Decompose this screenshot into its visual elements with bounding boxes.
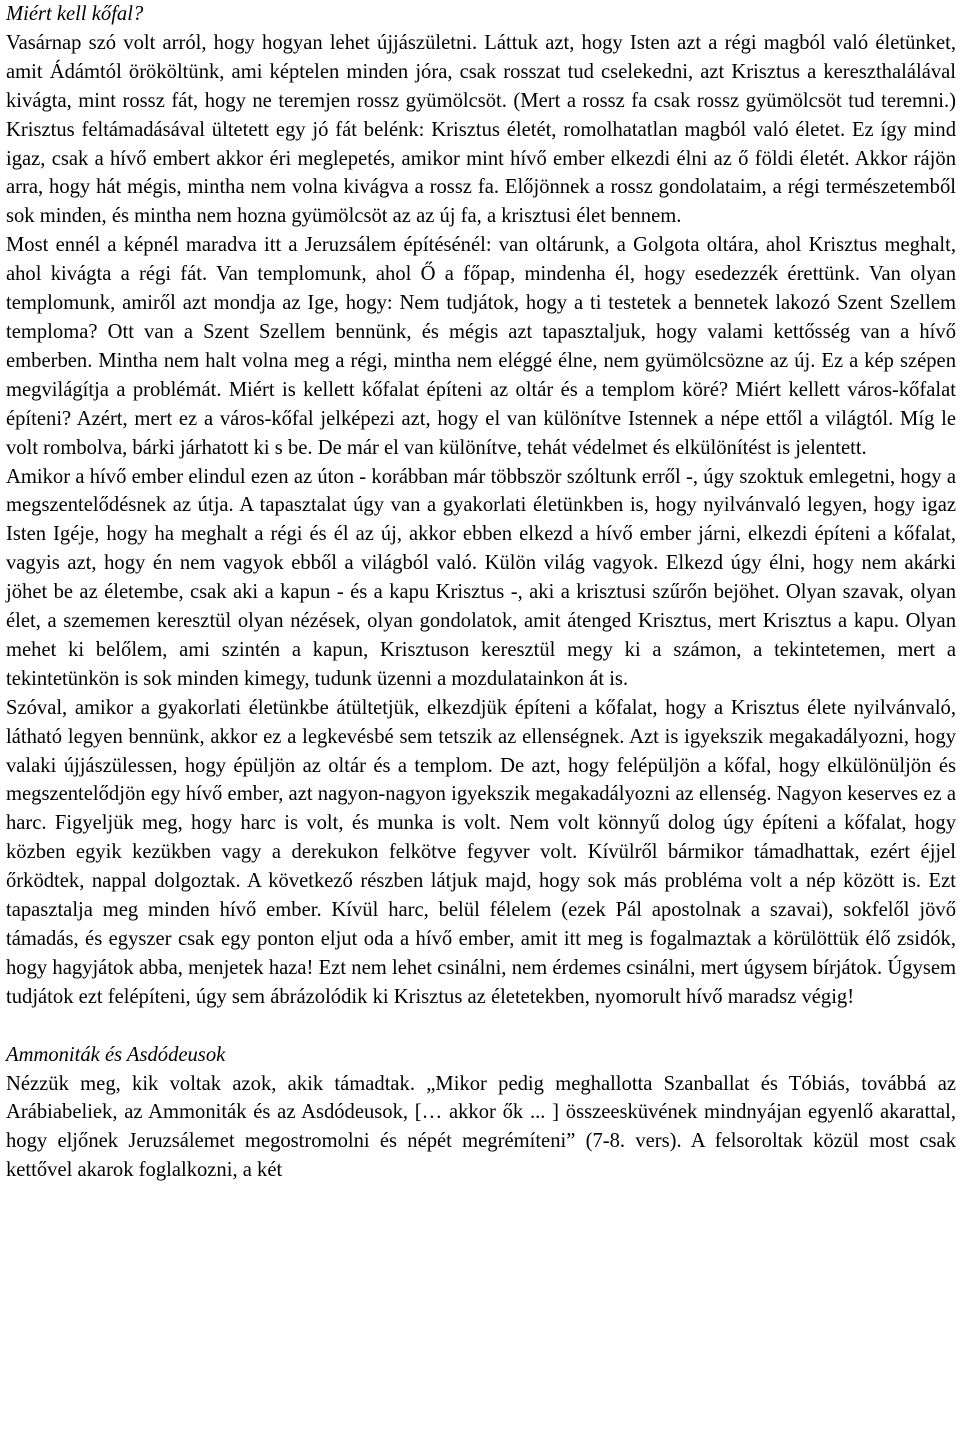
paragraph-struggle: Szóval, amikor a gyakorlati életünkbe átültetjük, elkezdjük építeni a kőfalat, hogy a Krisztus élete nyilvánvaló, látható legyen bennünk, akkor ez a legkevésbé sem tetszik az ellenségnek. Azt is igyekszik megakadályozni, hogy valaki újjászülessen, hogy épüljön az oltár és a templom. De azt, hogy felépüljön a kőfal, hogy elkülönüljön és megszentelődjön egy hívő ember, azt nagyon-nagyon igyekszik megakadályozni az ellenség. Nagyon keserves ez a harc. Figyeljük meg, hogy harc is volt, és munka is volt. Nem volt könnyű dolog úgy építeni a kőfalat, hogy közben egyik kezükben vagy a derekukon felkötve fegyver volt. Kívülről bármikor támadhattak, ezért éjjel őrködtek, nappal dolgoztak. A következő részben látjuk majd, hogy sok más probléma volt a nép között is. Ezt tapasztalja meg minden hívő ember. Kívül harc, belül félelem (ezek Pál apostolnak a szavai), sokfelől jövő támadás, és egyszer csak egy ponton eljut oda a hívő ember, amit itt meg is fogalmaztak a körülöttük élő zsidók, hogy hagyjátok abba, menjetek haza! Ezt nem lehet csinálni, nem érdemes csinálni, mert úgysem bírjátok. Úgysem tudjátok ezt felépíteni, úgy sem ábrázolódik ki Krisztus az életetekben, nyomorult hívő maradsz végig! (6, 696, 956, 1008)
document-page (6, 0, 956, 1185)
section-heading-why-stone-wall: Miért kell kőfal? (6, 3, 144, 25)
section-spacer (6, 1012, 956, 1041)
paragraph-rebirth: Vasárnap szó volt arról, hogy hogyan lehet újjászületni. Láttuk azt, hogy Isten azt a régi magból való életünket, amit Ádámtól örököltünk, ami képtelen minden jóra, csak rosszat tud cselekedni, azt Krisztus a kereszthalálával kivágta, mint rossz fát, hogy ne teremjen rossz gyümölcsöt. (Mert a rossz fa csak rossz gyümölcsöt tud teremni.) Krisztus feltámadásával ültetett egy jó fát belénk: Krisztus életét, romolhatatlan magból való életet. Ez így mind igaz, csak a hívő embert akkor éri meglepetés, amikor mint hívő ember elkezdi élni az ő földi életét. Akkor rájön arra, hogy hát mégis, mintha nem volna kivágva a rossz fa. Előjönnek a rossz gondolataim, a régi természetemből sok minden, és mintha nem hozna gyümölcsöt az az új fa, a krisztusi élet bennem. (6, 31, 956, 228)
section-heading-ammonites: Ammoniták és Asdódeusok (6, 1043, 226, 1066)
paragraph-attackers: Nézzük meg, kik voltak azok, akik támadtak. „Mikor pedig meghallotta Szanballat és Tóbiás, továbbá az Arábiabeliek, az Ammoniták és az Asdódeusok, [… akkor ők ... ] összeesküvének mindnyájan egyenlő akarattal, hogy eljőnek Jeruzsálemet megostromolni és népét megrémíteni” (7-8. vers). A felsoroltak közül most csak kettővel akarok foglalkozni, a két (6, 1072, 956, 1182)
paragraph-sanctification: Amikor a hívő ember elindul ezen az úton - korábban már többször szóltunk erről -, úgy szoktuk emlegetni, hogy a megszentelődésnek az útja. A tapasztalat úgy van a gyakorlati életünkben is, hogy nyilvánvaló legyen, hogy igaz Isten Igéje, hogy ha meghalt a régi és él az új, akkor ebben elkezd a hívő ember járni, elkezdi építeni a kőfalat, vagyis azt, hogy én nem vagyok ebből a világból való. Külön világ vagyok. Elkezd úgy élni, hogy nem akárki jöhet be az életembe, csak aki a kapun - és a kapu Krisztus -, aki a krisztusi szűrőn bejöhet. Olyan szavak, olyan élet, a szememen keresztül olyan nézések, olyan gondolatok, amit átenged Krisztus, mert Krisztus a kapu. Olyan mehet ki belőlem, ami szintén a kapun, Krisztuson keresztül megy ki a számon, a tekintetemen, mert a tekintetünkön is sok minden kimegy, tudunk üzenni a mozdulatainkon át is. (6, 465, 956, 690)
paragraph-altar-temple-wall: Most ennél a képnél maradva itt a Jeruzsálem építésénél: van oltárunk, a Golgota oltára, ahol Krisztus meghalt, ahol kivágta a régi fát. Van templomunk, ahol Ő a főpap, mindenha él, hogy esedezzék érettünk. Van olyan templomunk, amiről azt mondja az Ige, hogy: Nem tudjátok, hogy a ti testetek a bennetek lakozó Szent Szellem temploma? Ott van a Szent Szellem bennünk, és mégis azt tapasztaljuk, hogy valami kettősség van a hívő emberben. Mintha nem halt volna meg a régi, mintha nem eléggé élne, nem gyümölcsözne az új. Ez a kép szépen megvilágítja a problémát. Miért is kellett kőfalat építeni az oltár és a templom köré? Miért kellett város-kőfalat építeni? Azért, mert ez a város-kőfal jelképezi azt, hogy el van különítve Istennek a népe ettől a világtól. Míg le volt rombolva, bárki járhatott ki s be. De már el van különítve, tehát védelmet és elkülönítést is jelentett. (6, 234, 956, 459)
